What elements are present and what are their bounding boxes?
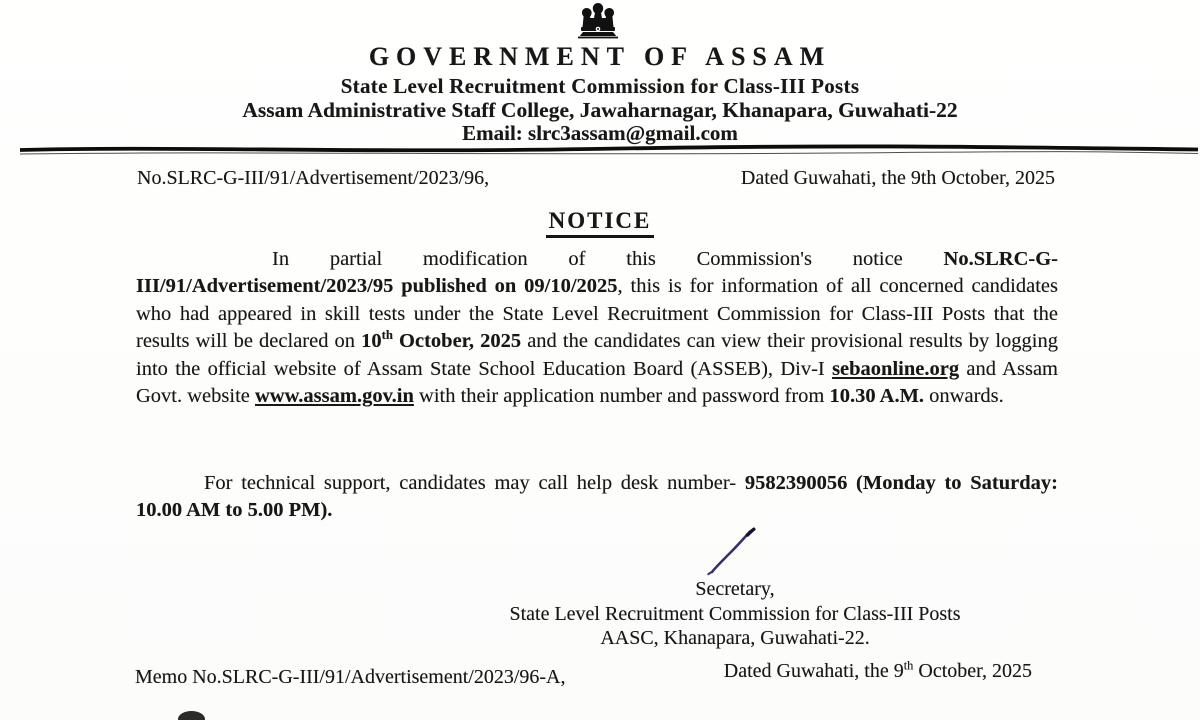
memo-number: Memo No.SLRC-G-III/91/Advertisement/2023/96-A, [135, 666, 566, 688]
signature-block [478, 577, 992, 651]
notice-body-paragraph-2: For technical support, candidates may call help desk number- 9582390056 (Monday to Saturday: 10.00 AM to 5.00 PM). [136, 472, 1058, 522]
letterhead-commission-name: State Level Recruitment Commission for Class-III Posts [340, 74, 860, 98]
letterhead-government-title: GOVERNMENT OF ASSAM [368, 42, 832, 71]
signatory-organisation: State Level Recruitment Commission for Class-III Posts [509, 602, 961, 625]
letterhead-address: Assam Administrative Staff College, Jawaharnagar, Khanapara, Guwahati-22 [242, 98, 958, 122]
reference-date: Dated Guwahati, the 9th October, 2025 [740, 167, 1055, 189]
signatory-designation: Secretary, [695, 578, 775, 600]
notice-title-row [0, 208, 1200, 238]
memo-date: Dated Guwahati, the 9th October, 2025 [723, 658, 1032, 682]
reference-number: No.SLRC-G-III/91/Advertisement/2023/96, [137, 167, 490, 189]
letterhead-email: Email: slrc3assam@gmail.com [462, 121, 738, 145]
notice-title: NOTICE [546, 208, 655, 238]
notice-body-paragraph-1: In partial modification of this Commission's notice No.SLRC-G-III/91/Advertisement/2023/95 published on 09/10/2025, this is for information of all concerned candidates who had appeared in skill tests under the State Level Recruitment Commission for Class-III Posts that the results will be declared on 10th October, 2025 and the candidates can view their provisional results by logging into the official website of Assam State School Education Board (ASSEB), Div-I sebaonline.org and Assam Govt. website www.assam.gov.in with their application number and password from 10.30 A.M. onwards. [136, 248, 1058, 408]
signature-pen-stroke [700, 526, 770, 578]
letterhead-divider-rule [20, 143, 1198, 157]
reference-row [137, 167, 1055, 190]
signatory-place: AASC, Khanapara, Guwahati-22. [600, 627, 870, 650]
memo-row [135, 658, 1032, 689]
cut-off-letter-fragment [178, 711, 205, 720]
national-emblem-of-india-icon [574, 2, 622, 40]
